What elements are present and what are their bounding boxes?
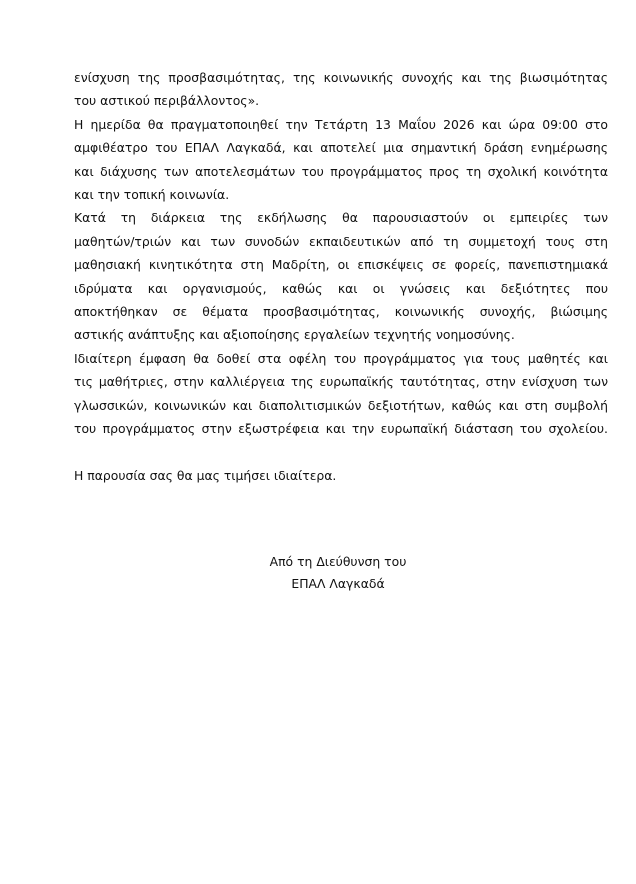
body-line: ιδρύματα και οργανισμούς, καθώς και οι γνώσεις και δεξιότητες που (74, 280, 608, 296)
body-line: ενίσχυση της προσβασιμότητας, της κοινωνικής συνοχής και της βιωσιμότητας (74, 70, 608, 85)
body-line: του αστικού περιβάλλοντος». (74, 93, 260, 109)
body-line: γλωσσικών, κοινωνικών και διαπολιτισμικών δεξιοτήτων, καθώς και στη συμβολή (74, 397, 608, 413)
body-line: Κατά τη διάρκεια της εκδήλωσης θα παρουσιαστούν οι εμπειρίες των (74, 210, 608, 226)
body-line: αμφιθέατρο του ΕΠΑΛ Λαγκαδά, και αποτελεί μια σημαντική δράση ενημέρωσης (74, 140, 608, 156)
body-line: Η ημερίδα θα πραγματοποιηθεί την Τετάρτη 13 Μαΐου 2026 και ώρα 09:00 στο (74, 116, 608, 132)
body-line: και διάχυσης των αποτελεσμάτων του προγράμματος προς τη σχολική κοινότητα (74, 163, 608, 179)
body-line: του προγράμματος στην εξωστρέφεια και την ευρωπαϊκή διάσταση του σχολείου. (74, 421, 608, 437)
signature-line: ΕΠΑΛ Λαγκαδά (291, 576, 385, 591)
body-line: αποκτήθηκαν σε θέματα προσβασιμότητας, κοινωνικής συνοχής, βιώσιμης (74, 304, 608, 320)
body-line: τις μαθήτριες, στην καλλιέργεια της ευρωπαϊκής ταυτότητας, στην ενίσχυση των (74, 374, 608, 390)
body-line: μαθητών/τριών και των συνοδών εκπαιδευτικών από τη συμμετοχή τους στη (74, 233, 608, 249)
body-line: και την τοπική κοινωνία. (74, 187, 230, 203)
body-line: μαθησιακή κινητικότητα στη Μαδρίτη, οι επισκέψεις σε φορείς, πανεπιστημιακά (74, 257, 608, 273)
closing-line: Η παρουσία σας θα μας τιμήσει ιδιαίτερα. (74, 467, 337, 483)
signature-block (238, 551, 438, 595)
body-line: Ιδιαίτερη έμφαση θα δοθεί στα οφέλη του προγράμματος για τους μαθητές και (74, 350, 608, 366)
signature-line: Από τη Διεύθυνση του (269, 554, 407, 569)
document-body (74, 66, 608, 487)
body-line: αστικής ανάπτυξης και αξιοποίησης εργαλείων τεχνητής νοημοσύνης. (74, 327, 515, 343)
paragraph-spacer (74, 441, 608, 464)
